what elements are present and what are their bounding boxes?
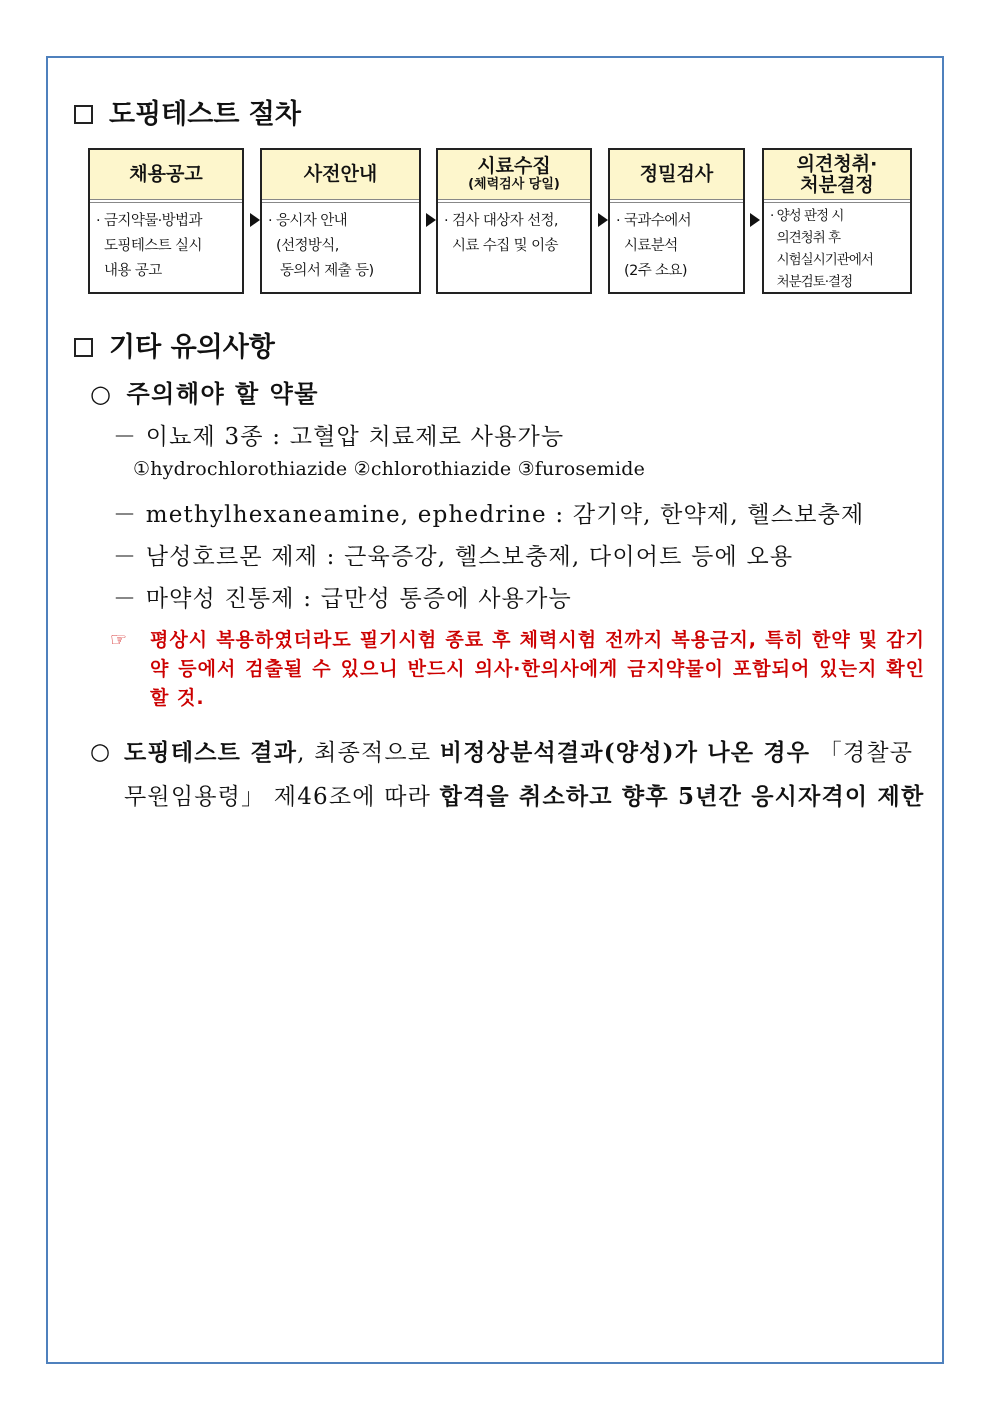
step-box-decision xyxy=(762,148,912,294)
caution-heading: ○ 주의해야 할 약물 xyxy=(90,380,319,408)
warning-text: 평상시 복용하였더라도 필기시험 종료 후 체력시험 전까지 복용금지, 특히 한약 및 감기약 등에서 검출될 수 있으니 반드시 의사·한의사에게 금지약물이 포함되어 있는지 확인할 것. xyxy=(150,629,925,709)
item-diuretic-chemicals: ①hydrochlorothiazide ②chlorothiazide ③furosemide xyxy=(133,458,646,480)
checkbox-square-icon xyxy=(74,105,93,124)
arrow-right-icon xyxy=(426,213,436,227)
arrow-right-icon xyxy=(250,213,260,227)
result-paragraph: ○ 도핑테스트 결과, 최종적으로 비정상분석결과(양성)가 나온 경우 「경찰공무원임용령」 제46조에 따라 합격을 취소하고 향후 5년간 응시자격이 제한 xyxy=(90,731,925,819)
pointing-hand-icon: ☞ xyxy=(110,629,129,651)
step-box-analysis xyxy=(608,148,745,294)
step-body: · 검사 대상자 선정, 시료 수집 및 이송 xyxy=(444,213,558,254)
item-narcotics: － 마약성 진통제 : 급만성 통증에 사용가능 xyxy=(113,586,572,612)
step-head: 사전안내 xyxy=(262,150,419,200)
item-stimulants: － methylhexaneamine, ephedrine : 감기약, 한약제, 헬스보충제 xyxy=(113,502,865,528)
step-box-recruitment xyxy=(88,148,244,294)
arrow-right-icon xyxy=(750,213,760,227)
step-body: · 금지약물·방법과 도핑테스트 실시 내용 공고 xyxy=(96,213,202,279)
arrow-right-icon xyxy=(598,213,608,227)
step-head: 정밀검사 xyxy=(610,150,743,200)
step-box-sample-collection xyxy=(436,148,592,294)
step-head: 채용공고 xyxy=(90,150,242,200)
step-head: 시료수집 (체력검사 당일) xyxy=(438,150,590,200)
item-hormones: － 남성호르몬 제제 : 근육증강, 헬스보충제, 다이어트 등에 오용 xyxy=(113,544,794,570)
step-box-notice xyxy=(260,148,421,294)
step-body: · 응시자 안내 (선정방식, 동의서 제출 등) xyxy=(268,213,374,279)
step-body: · 양성 판정 시 의견청취 후 시험실시기관에서 처분검토·결정 xyxy=(770,208,873,290)
checkbox-square-icon xyxy=(74,338,93,357)
warning-note xyxy=(110,626,925,713)
section-title-doping-procedure: 도핑테스트 절차 xyxy=(74,92,301,131)
bullet-circle: ○ xyxy=(90,739,112,765)
section-title-other-notes: 기타 유의사항 xyxy=(74,325,275,364)
item-diuretics: － 이뇨제 3종 : 고혈압 치료제로 사용가능 xyxy=(113,424,565,450)
step-body: · 국과수에서 시료분석 (2주 소요) xyxy=(616,213,692,279)
step-head: 의견청취· 처분결정 xyxy=(764,150,910,200)
